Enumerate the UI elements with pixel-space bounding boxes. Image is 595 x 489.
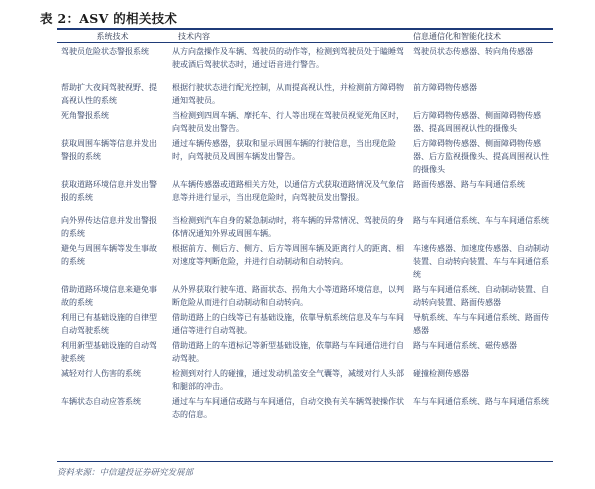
cell-system: 向外界传达信息并发出警报的系统 [61, 216, 157, 238]
cell-content: 当检测到四周车辆、摩托车、行人等出现在驾驶员视觉死角区时，向驾驶员发出警告。 [172, 111, 404, 133]
cell-content: 当检测到汽车自身的紧急制动时，将车辆的异常情况、驾驶员的身体情况通知外界或周围车辆。 [172, 216, 404, 238]
cell-tech: 导航系统、车与车间通信系统、路面传感器 [413, 313, 549, 335]
cell-system: 利用已有基础设施的自律型自动驾驶系统 [61, 313, 157, 335]
source-note: 资料来源：中信建投证券研究发展部 [57, 468, 194, 478]
table-row [57, 43, 553, 72]
cell-content: 检测到对行人的碰撞，通过发动机盖安全气囊等，减缓对行人头部和腿部的冲击。 [172, 369, 404, 391]
cell-tech: 路面传感器、路与车间通信系统 [413, 180, 525, 189]
cell-system: 获取周围车辆等信息并发出警报的系统 [61, 139, 157, 161]
table-row [57, 393, 553, 421]
cell-content: 根据行驶状态进行配光控制，从而提高视认性，并检测前方障碍物通知驾驶员。 [172, 83, 404, 105]
cell-system: 获取道路环境信息并发出警报的系统 [61, 180, 157, 202]
table-row [57, 71, 553, 107]
cell-tech: 前方障碍物传感器 [413, 83, 477, 92]
table-row [57, 176, 553, 204]
cell-tech: 车与车间通信系统、路与车间通信系统 [413, 397, 549, 406]
table-title: 表 2：ASV 的相关技术 [40, 11, 178, 26]
cell-system: 车辆状态自动应答系统 [61, 397, 141, 406]
header-row [57, 31, 553, 43]
table-top-rule [57, 28, 553, 30]
cell-content: 根据前方、侧后方、侧方、后方等周围车辆及距离行人的距离、相对速度等判断危险，并进行自动制动和自动转向。 [172, 244, 404, 266]
cell-system: 减轻对行人伤害的系统 [61, 369, 141, 378]
table-row [57, 365, 553, 393]
table-row [57, 281, 553, 309]
cell-system: 避免与周围车辆等发生事故的系统 [61, 244, 157, 266]
cell-tech: 路与车间通信系统、车与车间通信系统 [413, 216, 549, 225]
cell-content: 通过车辆传感器，获取和显示周围车辆的行驶信息，当出现危险时，向驾驶员及周围车辆发出警告。 [172, 139, 396, 161]
table-row [57, 309, 553, 337]
table-bottom-rule [57, 461, 553, 462]
table-row [57, 240, 553, 281]
cell-tech: 后方障碍物传感器、侧面障碍物传感器、提高周围视认性的摄像头 [413, 111, 541, 133]
cell-content: 从车辆传感器或道路相关方处，以通信方式获取道路情况及气象信息等并进行显示，当出现危险时，向驾驶员发出警报。 [172, 180, 404, 202]
cell-content: 借助道路上的车道标记等新型基础设施，依靠路与车间通信进行自动驾驶。 [172, 341, 404, 363]
cell-system: 驾驶员危险状态警报系统 [61, 47, 149, 56]
column-header-content: 技术内容 [168, 31, 409, 43]
cell-system: 利用新型基础设施的自动驾驶系统 [61, 341, 157, 363]
asv-technology-table [57, 31, 553, 421]
cell-tech: 路与车间通信系统、磁传感器 [413, 341, 517, 350]
cell-content: 通过车与车间通信或路与车间通信，自动交换有关车辆驾驶操作状态的信息。 [172, 397, 404, 419]
cell-tech: 碰撞检测传感器 [413, 369, 469, 378]
column-header-tech: 信息通信化和智能化技术 [409, 31, 553, 43]
cell-system: 借助道路环境信息来避免事故的系统 [61, 285, 157, 307]
cell-tech: 驾驶员状态传感器、转向角传感器 [413, 47, 533, 56]
table-row [57, 107, 553, 135]
cell-content: 借助道路上的白线等已有基础设施，依靠导航系统信息及车与车间通信等进行自动驾驶。 [172, 313, 404, 335]
column-header-system: 系统技术 [57, 31, 168, 43]
cell-tech: 车速传感器、加速度传感器、自动制动装置、自动转向装置、车与车间通信系统 [413, 244, 549, 279]
cell-system: 帮助扩大夜间驾驶视野、提高视认性的系统 [61, 83, 157, 105]
cell-content: 从外界获取行驶车道、路面状态、拐角大小等道路环境信息，以判断危险从而进行自动制动和自动转向。 [172, 285, 404, 307]
table-row [57, 135, 553, 176]
cell-tech: 路与车间通信系统、自动制动装置、自动转向装置、路面传感器 [413, 285, 549, 307]
table-row [57, 337, 553, 365]
cell-system: 死角警报系统 [61, 111, 109, 120]
cell-tech: 后方障碍物传感器、侧面障碍物传感器、后方监视摄像头、提高周围视认性的摄像头 [413, 139, 549, 174]
table-row [57, 204, 553, 240]
cell-content: 从方向盘操作及车辆、驾驶员的动作等，检测到驾驶员处于瞌睡驾驶或酒后驾驶状态时，通过语音进行警告。 [172, 47, 404, 69]
